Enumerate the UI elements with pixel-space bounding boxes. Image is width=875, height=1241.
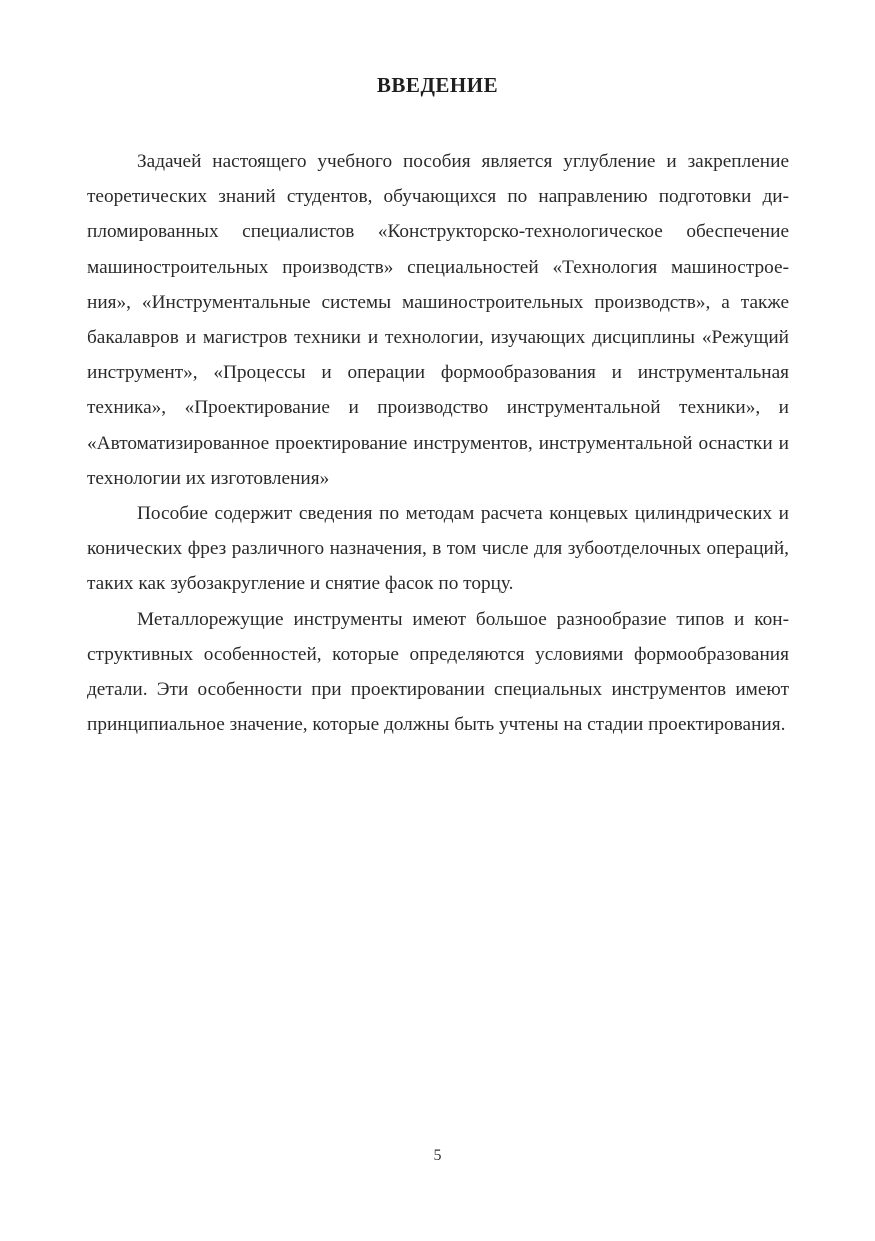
paragraph-3: Металлорежущие инструменты имеют большое разнообразие типов и конструктивных особенностей, которые определяются условиями формообразования детали. Эти особенности при проектировании специальных инструментов имеют принципиальное значение, которые должны быть учтены на стадии проектирования.: [87, 608, 789, 736]
body-text: [87, 144, 789, 742]
paragraph-1: Задачей настоящего учебного пособия является углубление и закрепление теоретических знаний студентов, обучающихся по направлению подготовки дипломированных специалистов «Конструкторско-технологическое обеспечение машиностроительных производств» специальностей «Технология машиностроения», «Инструментальные системы машиностроительных производств», а также бакалавров и магистров техники и технологии, изучающих дисциплины «Режущий инструмент», «Процессы и операции формообразования и инструментальная техника», «Проектирование и производство инструментальной техники», и «Автоматизированное проектирование инструментов, инструментальной оснастки и технологии их изготовления»: [87, 151, 789, 489]
page-number: 5: [433, 1147, 442, 1164]
page-title: ВВЕДЕНИЕ: [376, 73, 499, 97]
paragraph-2: Пособие содержит сведения по методам расчета концевых цилиндрических и конических фрез различного назначения, в том числе для зубоотделочных операций, таких как зубозакругление и снятие фасок по торцу.: [87, 503, 789, 595]
